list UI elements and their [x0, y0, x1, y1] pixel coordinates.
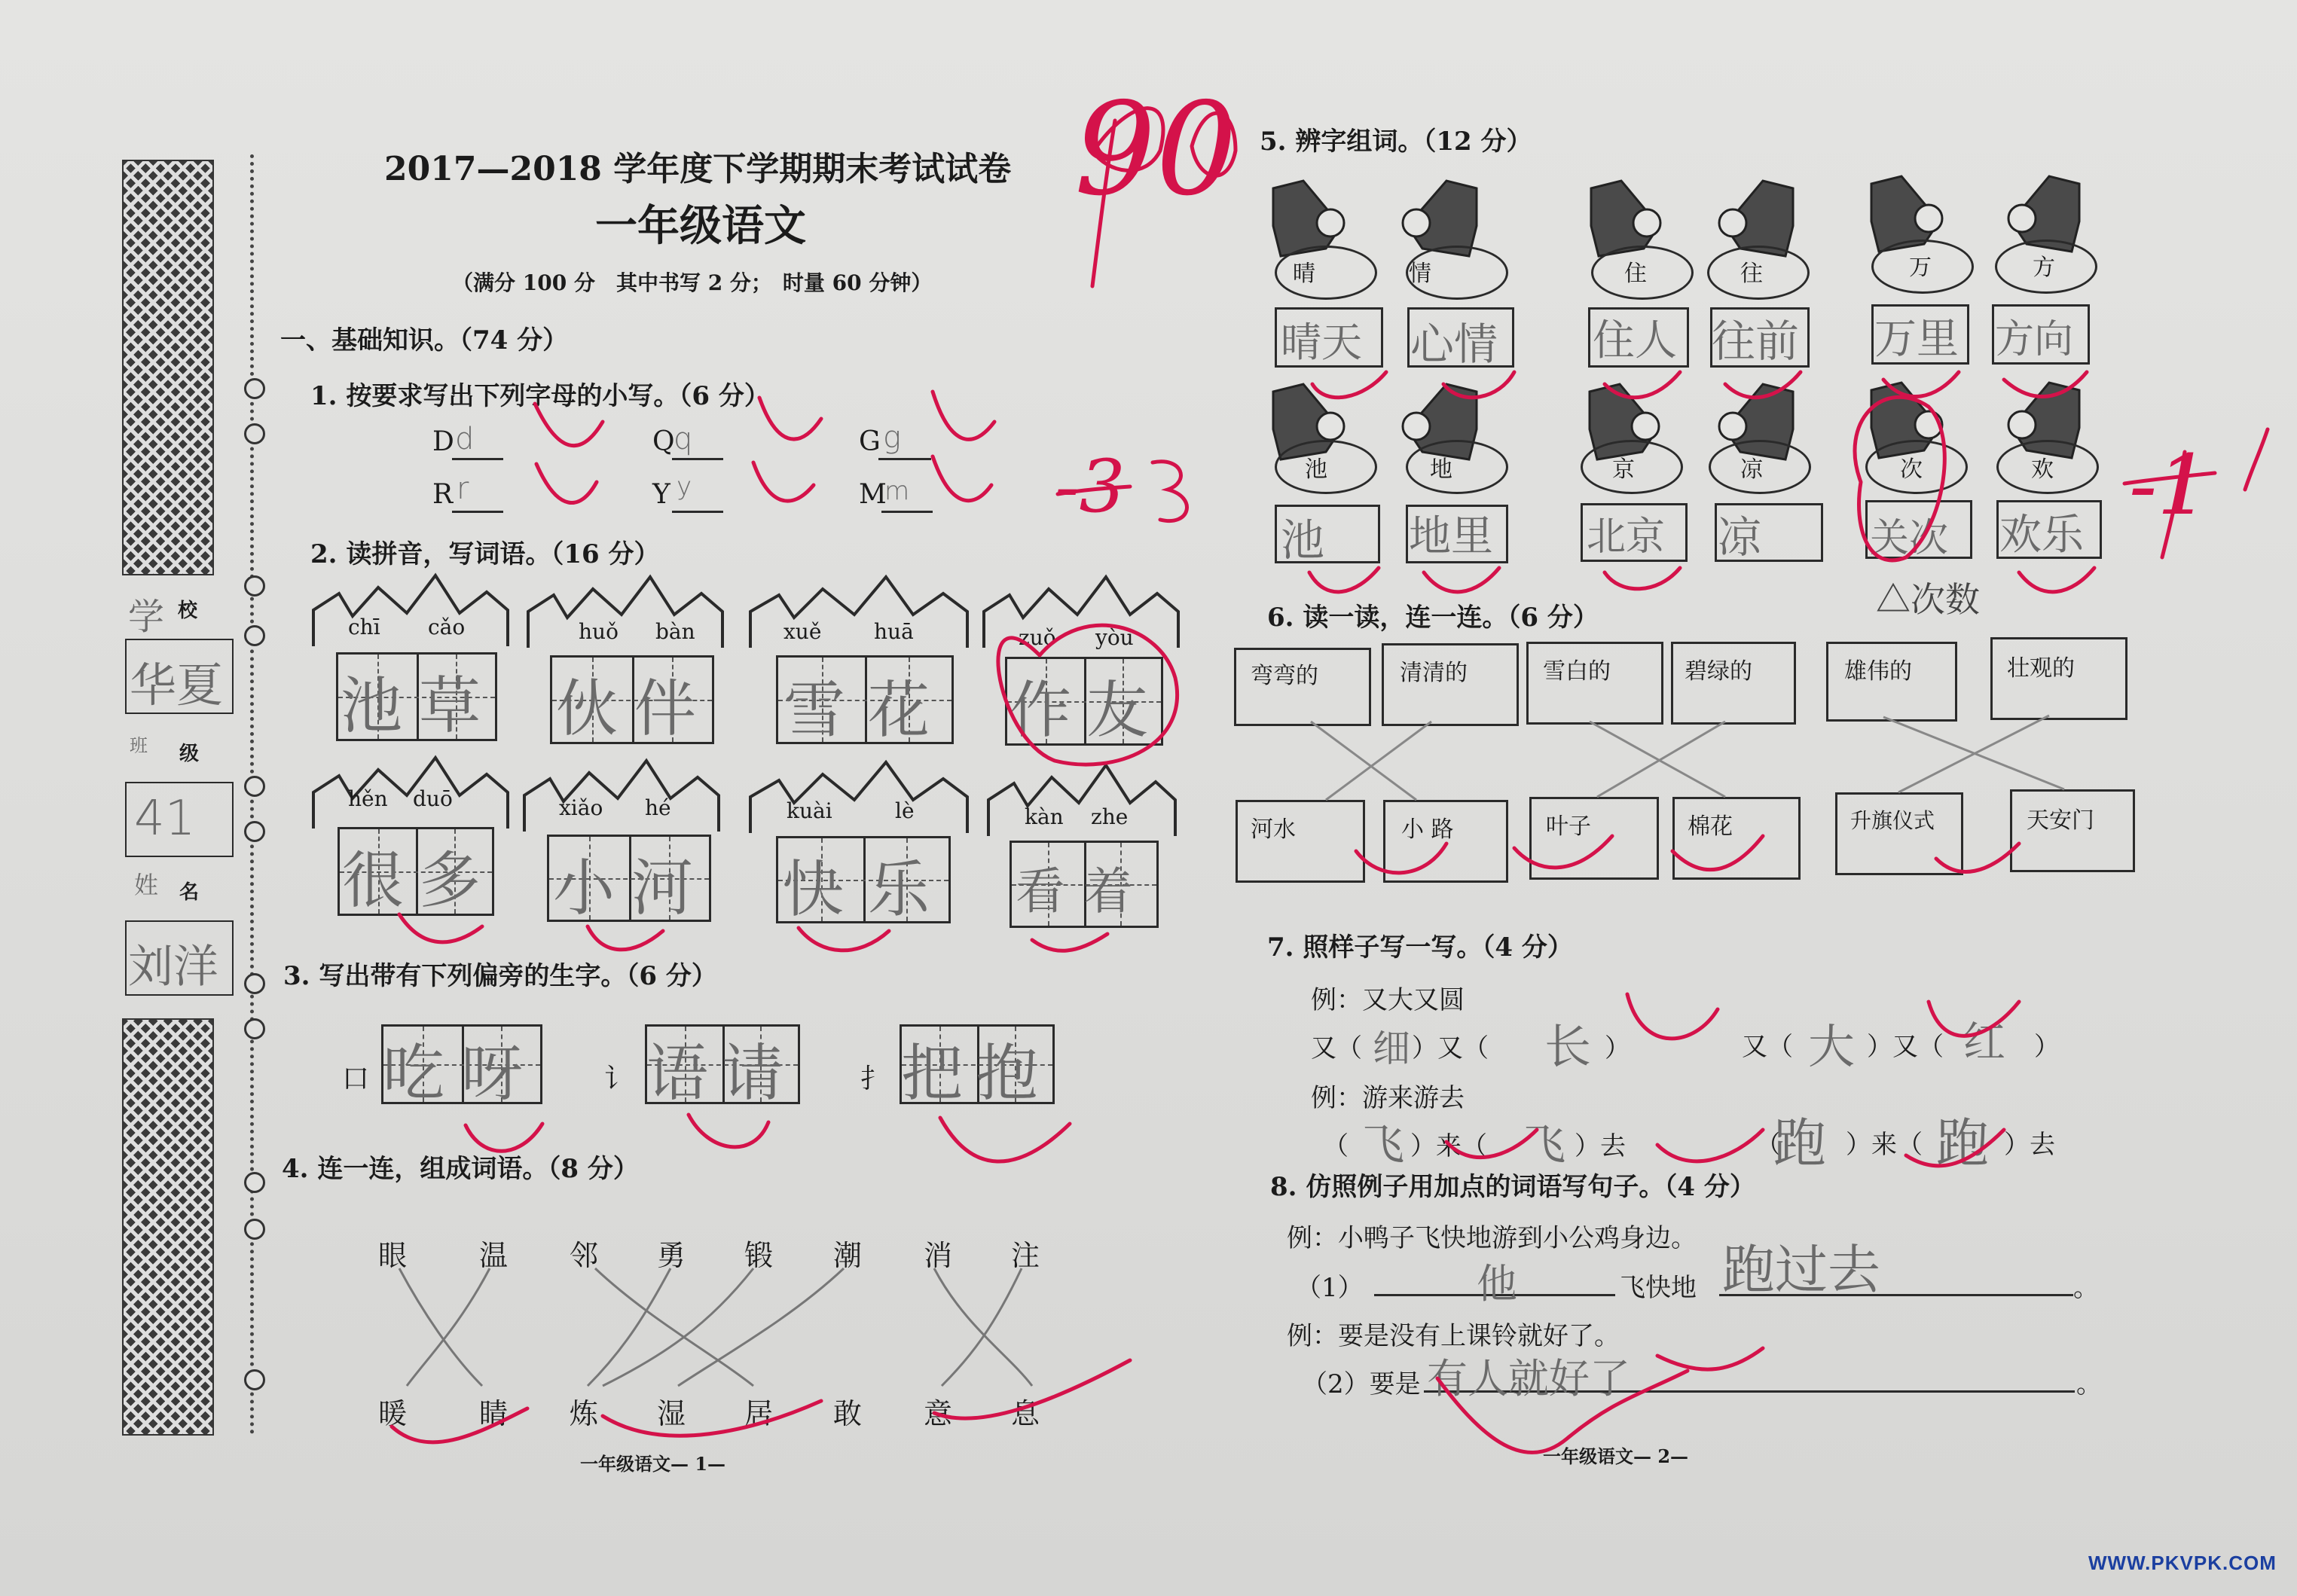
q2-answer: 草 [419, 670, 481, 742]
q2-answer: 伙 [556, 673, 619, 745]
q8-answer: 跑过去 [1722, 1239, 1880, 1301]
q5-answer: 万里 [1874, 315, 1959, 364]
q6-bottom-label: 天安门 [2027, 807, 2094, 834]
q4-bottom-char: 睛 [479, 1397, 509, 1430]
q7-text: ）又（ [1867, 1032, 1944, 1062]
radical: 扌 [860, 1063, 888, 1094]
q5-char: 京 [1612, 456, 1635, 483]
q2-answer: 很 [342, 845, 405, 917]
q7-answer: 红 [1963, 1018, 2005, 1067]
q5-char: 住 [1624, 261, 1647, 287]
name-label: 名 [179, 881, 200, 904]
q8-example: 例：要是没有上课铃就好了。 [1287, 1321, 1620, 1351]
q6-bottom-label: 棉花 [1688, 813, 1733, 840]
name-value: 刘洋 [128, 941, 218, 993]
q4-top-char: 锻 [744, 1239, 774, 1272]
q7-example: 例：游来游去 [1311, 1083, 1465, 1113]
pinyin: xuě [783, 619, 822, 644]
q5-answer: 池 [1281, 514, 1325, 566]
q1-letter: R [432, 479, 454, 510]
pinyin: yòu [1095, 625, 1134, 650]
q5-char: 次 [1900, 456, 1923, 483]
q2-answer: 池 [341, 670, 403, 742]
q6-bottom-label: 叶子 [1546, 813, 1591, 840]
class-hand-label: 班 [130, 735, 148, 756]
q7-answer: 细 [1373, 1027, 1410, 1070]
q6-top-label: 雄伟的 [1844, 658, 1912, 685]
exam-title: 2017—2018 学年度下学期期末考试试卷 [384, 150, 1012, 188]
q8-end: 。 [2073, 1273, 2099, 1303]
q8-end: 。 [2076, 1369, 2102, 1399]
pinyin: chī [348, 615, 380, 639]
q7-answer: 飞 [1362, 1121, 1404, 1170]
q8-answer: 有人就好了 [1427, 1355, 1630, 1402]
q2-answer: 乐 [868, 854, 930, 926]
q5-answer: 晴天 [1281, 319, 1362, 366]
q2-answer: 伴 [634, 673, 697, 745]
radical: 讠 [604, 1063, 632, 1094]
q7-example: 例：又大又圆 [1311, 985, 1465, 1015]
q5-char: 凉 [1740, 456, 1763, 483]
q7-text: 又（ [1311, 1033, 1362, 1063]
school-hand-label: 学 [128, 596, 165, 638]
q5-answer: 住人 [1593, 316, 1677, 365]
pinyin: huā [874, 619, 914, 644]
q7-text: ）去 [1575, 1131, 1626, 1161]
q5-char: 万 [1909, 255, 1932, 281]
q4-top-char: 消 [924, 1239, 953, 1272]
q2-answer: 看 [1016, 862, 1065, 920]
q6-top-label: 清清的 [1400, 660, 1468, 686]
q7-text: （ [1755, 1130, 1781, 1160]
q5-answer: 北京 [1587, 514, 1666, 560]
q5-answer: 凉 [1718, 511, 1762, 563]
pinyin: hěn [348, 786, 388, 811]
q3-answer: 把 [901, 1038, 964, 1109]
q1-answer: d [455, 422, 475, 456]
q1-answer: m [884, 476, 910, 506]
page2-footer: 一年级语文— 2— [1543, 1445, 1689, 1467]
q2-answer: 快 [782, 854, 845, 926]
q3-heading: 3. 写出带有下列偏旁的生字。（6 分） [283, 961, 717, 991]
q1-letter: D [432, 426, 454, 457]
q1-answer: g [883, 420, 902, 455]
q8-prefix: （1） [1296, 1273, 1364, 1303]
q4-bottom-char: 意 [924, 1397, 953, 1430]
q2-answer: 作 [1010, 675, 1072, 746]
q3-answer: 吃 [383, 1038, 445, 1109]
q4-top-char: 注 [1011, 1239, 1040, 1272]
q5-answer: 地里 [1409, 512, 1493, 561]
q5-char: 方 [2033, 255, 2055, 281]
q5-char: 晴 [1293, 261, 1315, 287]
pinyin: lè [895, 798, 915, 823]
q5-answer: 往前 [1712, 316, 1800, 367]
q2-answer: 小 [553, 853, 615, 924]
q5-char: 情 [1409, 261, 1431, 287]
q2-answer: 花 [868, 675, 930, 746]
q1-deduction: -3 [1055, 444, 1126, 529]
q1-letter: Q [652, 426, 675, 457]
q2-answer: 友 [1086, 675, 1149, 746]
q1-letter: Y [652, 479, 670, 510]
pinyin: zuǒ [1019, 625, 1056, 650]
q7-answer: 飞 [1523, 1121, 1565, 1170]
class-label: 级 [179, 743, 200, 765]
q1-answer: q [674, 422, 693, 456]
q7-text: ）来（ [1410, 1131, 1487, 1161]
class-value: 41 [134, 791, 196, 847]
q5-answer: 方向 [1995, 317, 2074, 362]
q5-answer: 关次 [1870, 516, 1949, 561]
q6-top-label: 碧绿的 [1685, 658, 1752, 685]
q1-answer: r [457, 471, 469, 506]
q1-answer: y [677, 471, 692, 502]
q5-deduction: -1 [2129, 437, 2210, 533]
q4-bottom-char: 湿 [657, 1397, 686, 1430]
radical: 口 [342, 1063, 370, 1094]
q8-text: 飞快地 [1620, 1273, 1697, 1303]
q1-heading: 1. 按要求写出下列字母的小写。（6 分） [310, 381, 770, 411]
q2-answer: 雪 [783, 675, 846, 746]
q7-heading: 7. 照样子写一写。（4 分） [1267, 932, 1573, 963]
q4-heading: 4. 连一连，组成词语。（8 分） [282, 1154, 639, 1184]
pinyin: kuài [787, 798, 832, 823]
q6-bottom-label: 小 路 [1401, 816, 1454, 843]
q2-answer: 河 [631, 853, 694, 924]
school-label: 校 [178, 600, 198, 622]
q3-answer: 语 [646, 1038, 709, 1109]
q6-heading: 6. 读一读，连一连。（6 分） [1267, 603, 1599, 633]
q4-bottom-char: 炼 [570, 1397, 599, 1430]
q5-char: 池 [1305, 456, 1327, 483]
q2-answer: 多 [419, 845, 481, 917]
exam-info: （满分 100 分 其中书写 2 分； 时量 60 分钟） [452, 270, 933, 295]
q4-bottom-char: 居 [744, 1397, 774, 1430]
section1-heading: 一、基础知识。（74 分） [280, 325, 569, 356]
q7-text: （ [1323, 1131, 1349, 1161]
q4-top-char: 眼 [378, 1239, 408, 1272]
q5-answer: 心情 [1410, 319, 1498, 370]
pinyin: bàn [655, 619, 695, 644]
q7-text: ）又（ [1412, 1033, 1489, 1063]
q6-bottom-label: 升旗仪式 [1850, 808, 1935, 833]
exam-subject: 一年级语文 [595, 201, 806, 251]
q7-answer: 大 [1808, 1019, 1856, 1074]
q6-top-label: 弯弯的 [1251, 663, 1318, 689]
q8-answer: 他 [1477, 1260, 1517, 1308]
q4-top-char: 邻 [570, 1239, 599, 1272]
pinyin: cǎo [428, 615, 466, 639]
q6-top-label: 壮观的 [2007, 655, 2075, 682]
q5-answer: 欢乐 [1999, 511, 2084, 560]
q7-text: ）来（ [1846, 1130, 1923, 1160]
q8-heading: 8. 仿照例子用加点的词语写句子。（4 分） [1270, 1172, 1755, 1202]
q2-heading: 2. 读拼音，写词语。（16 分） [310, 539, 660, 569]
q4-top-char: 温 [479, 1239, 509, 1272]
q7-text: ）去 [2004, 1130, 2055, 1160]
q7-text: ） [1605, 1033, 1630, 1063]
q7-answer: 长 [1544, 1019, 1592, 1074]
q1-letter: G [859, 426, 881, 457]
q4-bottom-char: 敢 [833, 1397, 863, 1430]
q7-answer: 跑 [1936, 1112, 1989, 1174]
watermark: WWW.PKVPK.COM [2088, 1552, 2277, 1574]
pinyin: zhe [1091, 804, 1129, 829]
q4-top-char: 潮 [833, 1239, 863, 1272]
q4-bottom-char: 息 [1011, 1397, 1040, 1430]
q7-answer: 跑 [1773, 1112, 1826, 1174]
q4-bottom-char: 暖 [378, 1397, 408, 1430]
page1-footer: 一年级语文— 1— [580, 1453, 726, 1475]
q5-char: 地 [1430, 456, 1452, 483]
q8-example: 例：小鸭子飞快地游到小公鸡身边。 [1287, 1223, 1697, 1253]
q3-answer: 呀 [461, 1038, 524, 1109]
q6-bottom-label: 河水 [1251, 816, 1296, 843]
q5-note: △次数 [1876, 579, 1980, 620]
pinyin: xiǎo [559, 795, 603, 820]
q2-answer: 着 [1083, 862, 1133, 920]
q5-char: 欢 [2031, 456, 2054, 483]
q1-letter: M [859, 479, 887, 510]
school-value: 华夏 [130, 658, 224, 713]
q6-top-label: 雪白的 [1543, 658, 1611, 685]
q3-answer: 抱 [976, 1038, 1039, 1109]
pinyin: huǒ [579, 619, 619, 644]
pinyin: duō [413, 786, 453, 811]
score-total: 90 [1074, 75, 1238, 224]
q3-answer: 请 [722, 1038, 784, 1109]
name-hand-label: 姓 [134, 871, 159, 899]
q8-prefix: （2）要是 [1302, 1369, 1421, 1399]
q4-top-char: 勇 [657, 1239, 686, 1272]
q7-text: 又（ [1742, 1032, 1793, 1062]
q7-text: ） [2034, 1032, 2060, 1062]
pinyin: kàn [1025, 804, 1064, 829]
q5-char: 往 [1740, 261, 1763, 287]
q5-heading: 5. 辨字组词。（12 分） [1260, 127, 1532, 157]
pinyin: hé [645, 795, 671, 820]
